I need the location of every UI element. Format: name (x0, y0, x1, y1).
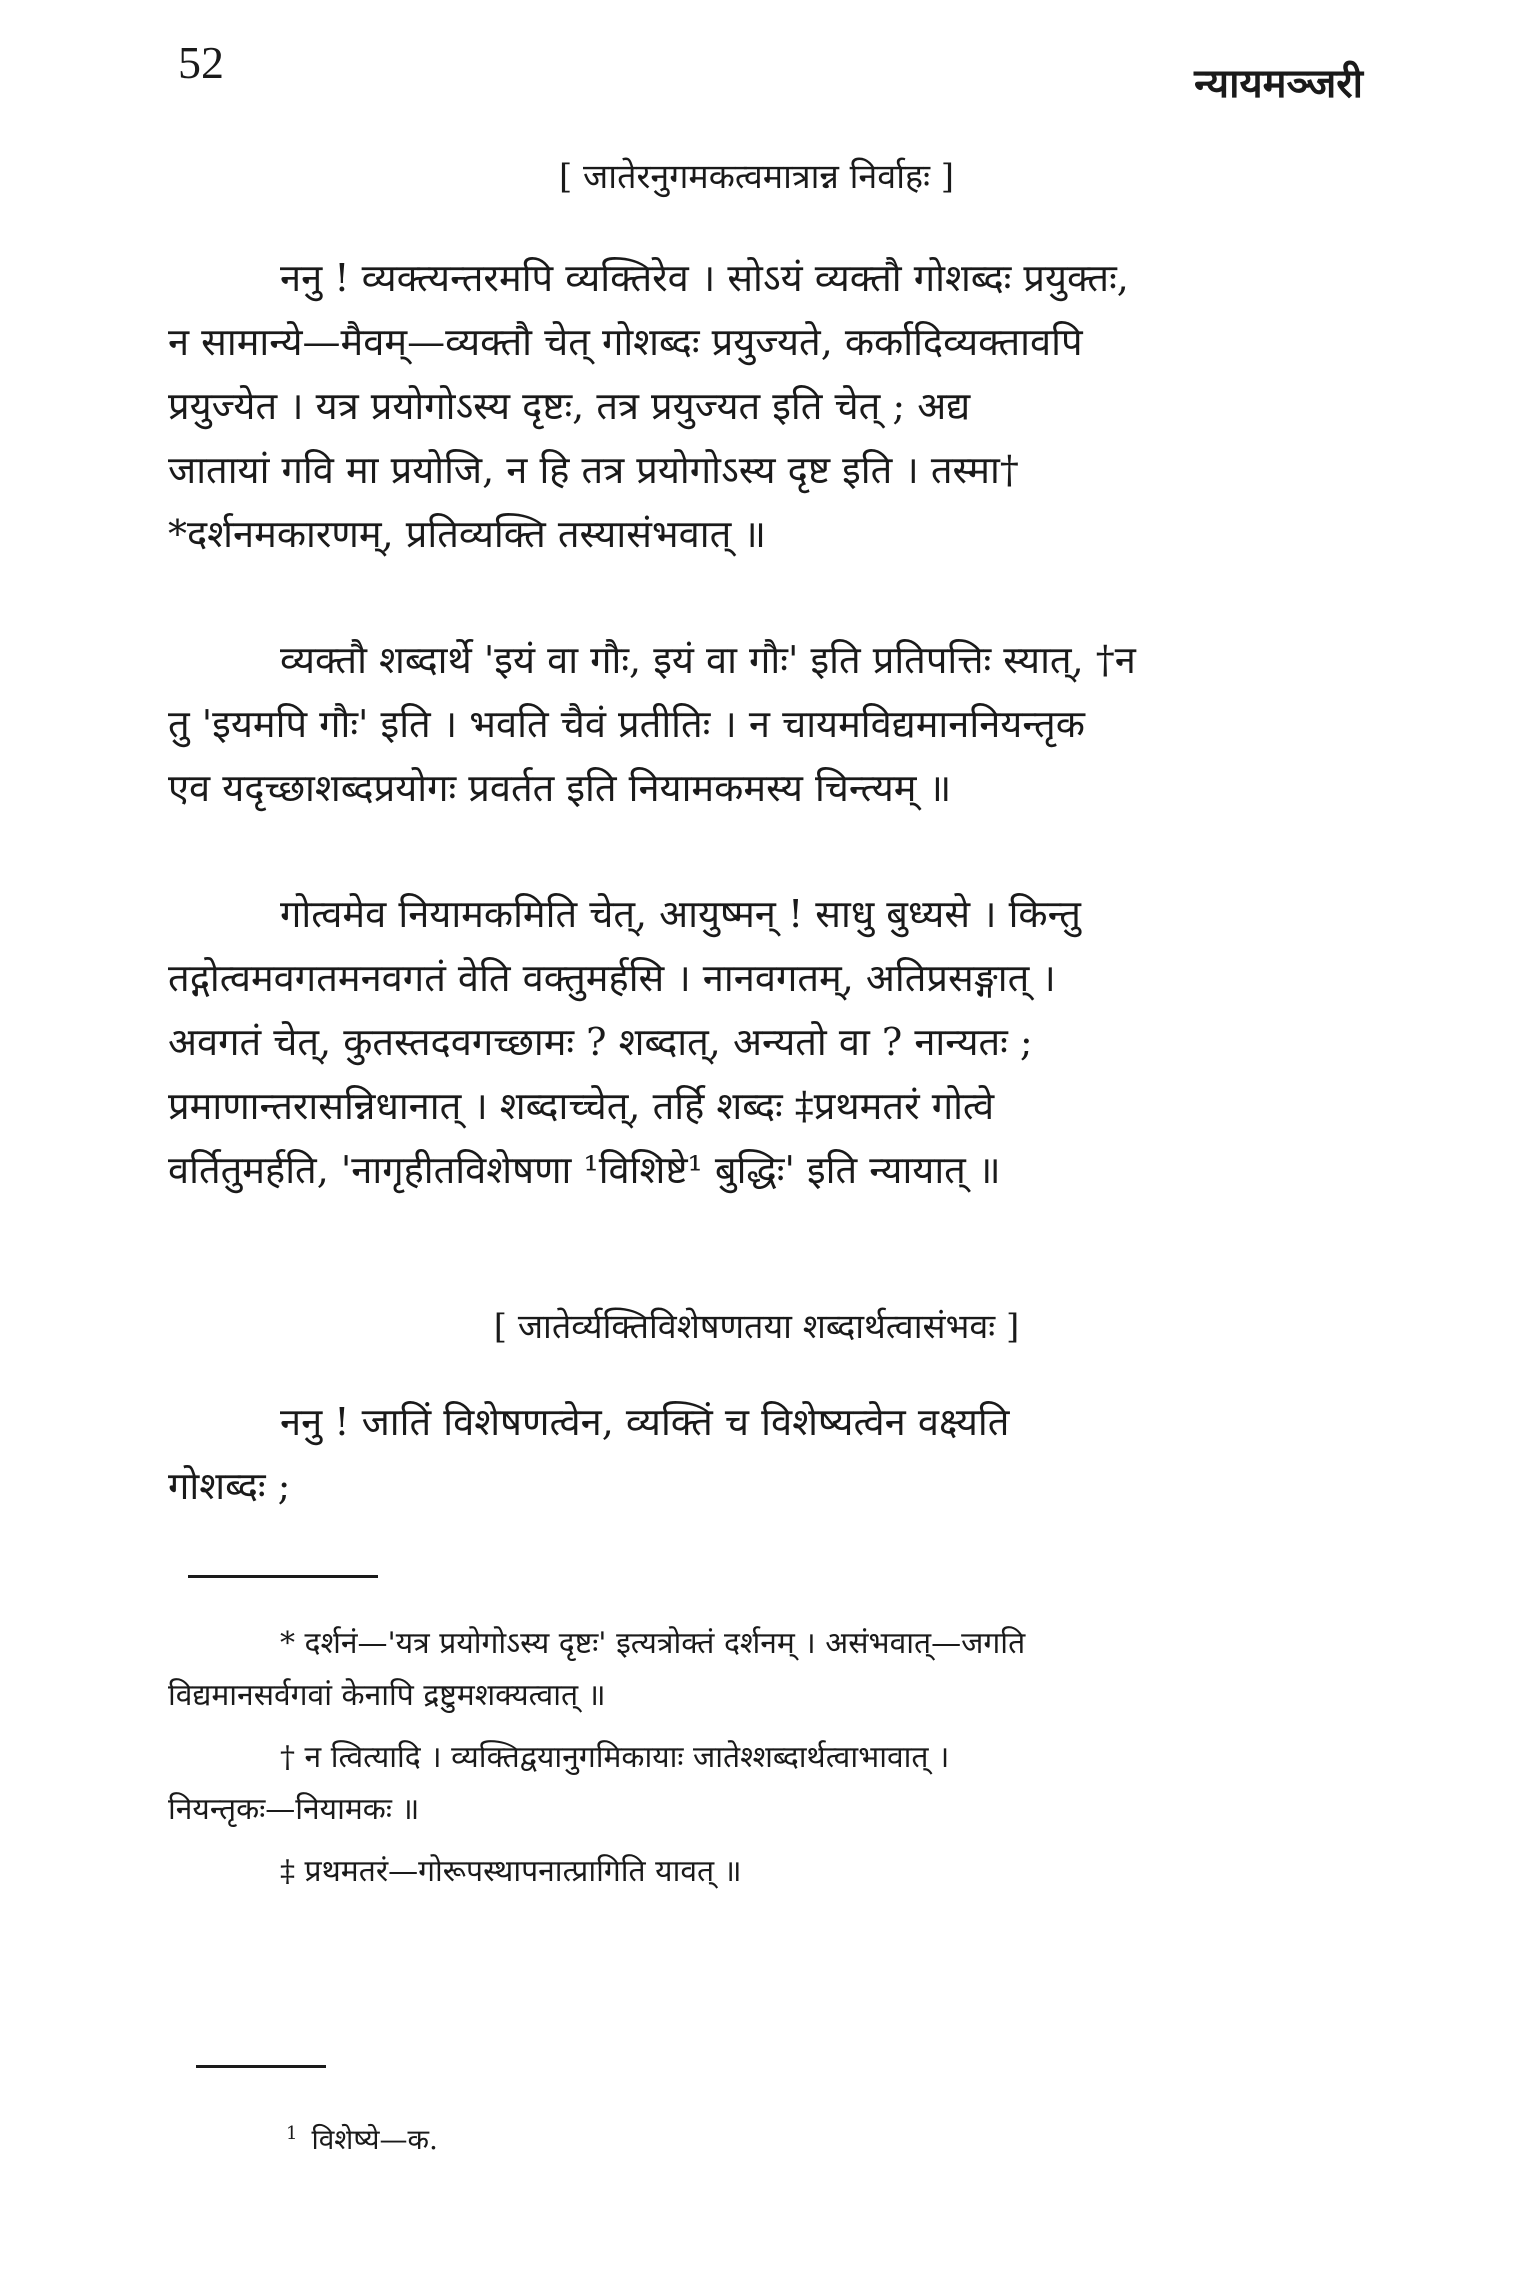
paragraph-2 (168, 628, 1382, 820)
variant-text: विशेष्ये—क. (311, 2123, 438, 2156)
text-line: प्रमाणान्तरासन्निधानात् । शब्दाच्चेत्, तर्हि शब्दः ‡प्रथमतरं गोत्वे (168, 1084, 995, 1128)
text-line: जातायां गवि मा प्रयोजि, न हि तत्र प्रयोगोऽस्य दृष्ट इति । तस्मा† (168, 448, 1019, 492)
footnote-line: * दर्शनं—'यत्र प्रयोगोऽस्य दृष्टः' इत्यत्रोक्तं दर्शनम् । असंभवात्—जगति (280, 1626, 1026, 1661)
text-line: गोशब्दः ; (168, 1464, 291, 1508)
text-line: व्यक्तौ शब्दार्थे 'इयं वा गौः, इयं वा गौः' इति प्रतिपत्तिः स्यात्, †न (280, 638, 1136, 682)
text-line: प्रयुज्येत । यत्र प्रयोगोऽस्य दृष्टः, तत्र प्रयुज्यत इति चेत् ; अद्य (168, 384, 971, 428)
text-line: ननु ! व्यक्त्यन्तरमपि व्यक्तिरेव । सोऽयं व्यक्तौ गोशब्दः प्रयुक्तः, (280, 256, 1129, 300)
variant-mark: 1 (286, 2122, 298, 2144)
section-heading-1: [ जातेरनुगमकत्वमात्रान्न निर्वाहः ] (558, 157, 955, 197)
text-line: *दर्शनमकारणम्, प्रतिव्यक्ति तस्यासंभवात् ॥ (168, 512, 767, 556)
footnote-line: † न त्वित्यादि । व्यक्तिद्वयानुगमिकायाः जातेश्शब्दार्थत्वाभावात् । (280, 1740, 950, 1775)
variant-separator (196, 2065, 326, 2068)
text-line: गोत्वमेव नियामकमिति चेत्, आयुष्मन् ! साधु बुध्यसे । किन्तु (280, 892, 1081, 936)
paragraph-1 (168, 246, 1382, 566)
paragraph-3 (168, 882, 1382, 1202)
footnote-line: ‡ प्रथमतरं—गोरूपस्थापनात्प्रागिति यावत् ॥ (280, 1854, 742, 1889)
section-heading-2: [ जातेर्व्यक्तिविशेषणतया शब्दार्थत्वासंभवः ] (493, 1307, 1020, 1347)
footnote-line: नियन्तृकः—नियामकः ॥ (168, 1792, 420, 1827)
text-line: अवगतं चेत्, कुतस्तदवगच्छामः ? शब्दात्, अन्यतो वा ? नान्यतः ; (168, 1020, 1033, 1064)
text-line: न सामान्ये—मैवम्—व्यक्तौ चेत् गोशब्दः प्रयुज्यते, कर्कादिव्यक्तावपि (168, 320, 1083, 364)
text-line: तद्गोत्वमवगतमनवगतं वेति वक्तुमर्हसि । नानवगतम्, अतिप्रसङ्गात् । (168, 956, 1056, 1000)
text-line: तु 'इयमपि गौः' इति । भवति चैवं प्रतीतिः । न चायमविद्यमाननियन्तृक (168, 702, 1085, 746)
paragraph-4 (168, 1390, 1382, 1518)
text-line: एव यदृच्छाशब्दप्रयोगः प्रवर्तत इति नियामकमस्य चिन्त्यम् ॥ (168, 766, 952, 810)
variant-reading (286, 2120, 438, 2158)
footnote-line: विद्यमानसर्वगवां केनापि द्रष्टुमशक्यत्वात् ॥ (168, 1678, 606, 1713)
text-line: ननु ! जातिं विशेषणत्वेन, व्यक्तिं च विशेष्यत्वेन वक्ष्यति (280, 1400, 1010, 1444)
footnotes (168, 1618, 1382, 1898)
footnote-separator (188, 1575, 378, 1578)
text-line: वर्तितुमर्हति, 'नागृहीतविशेषणा ¹विशिष्टे¹ बुद्धिः' इति न्यायात् ॥ (168, 1148, 1001, 1192)
running-head: न्यायमञ्जरी (1194, 60, 1363, 107)
page-number: 52 (178, 37, 224, 88)
